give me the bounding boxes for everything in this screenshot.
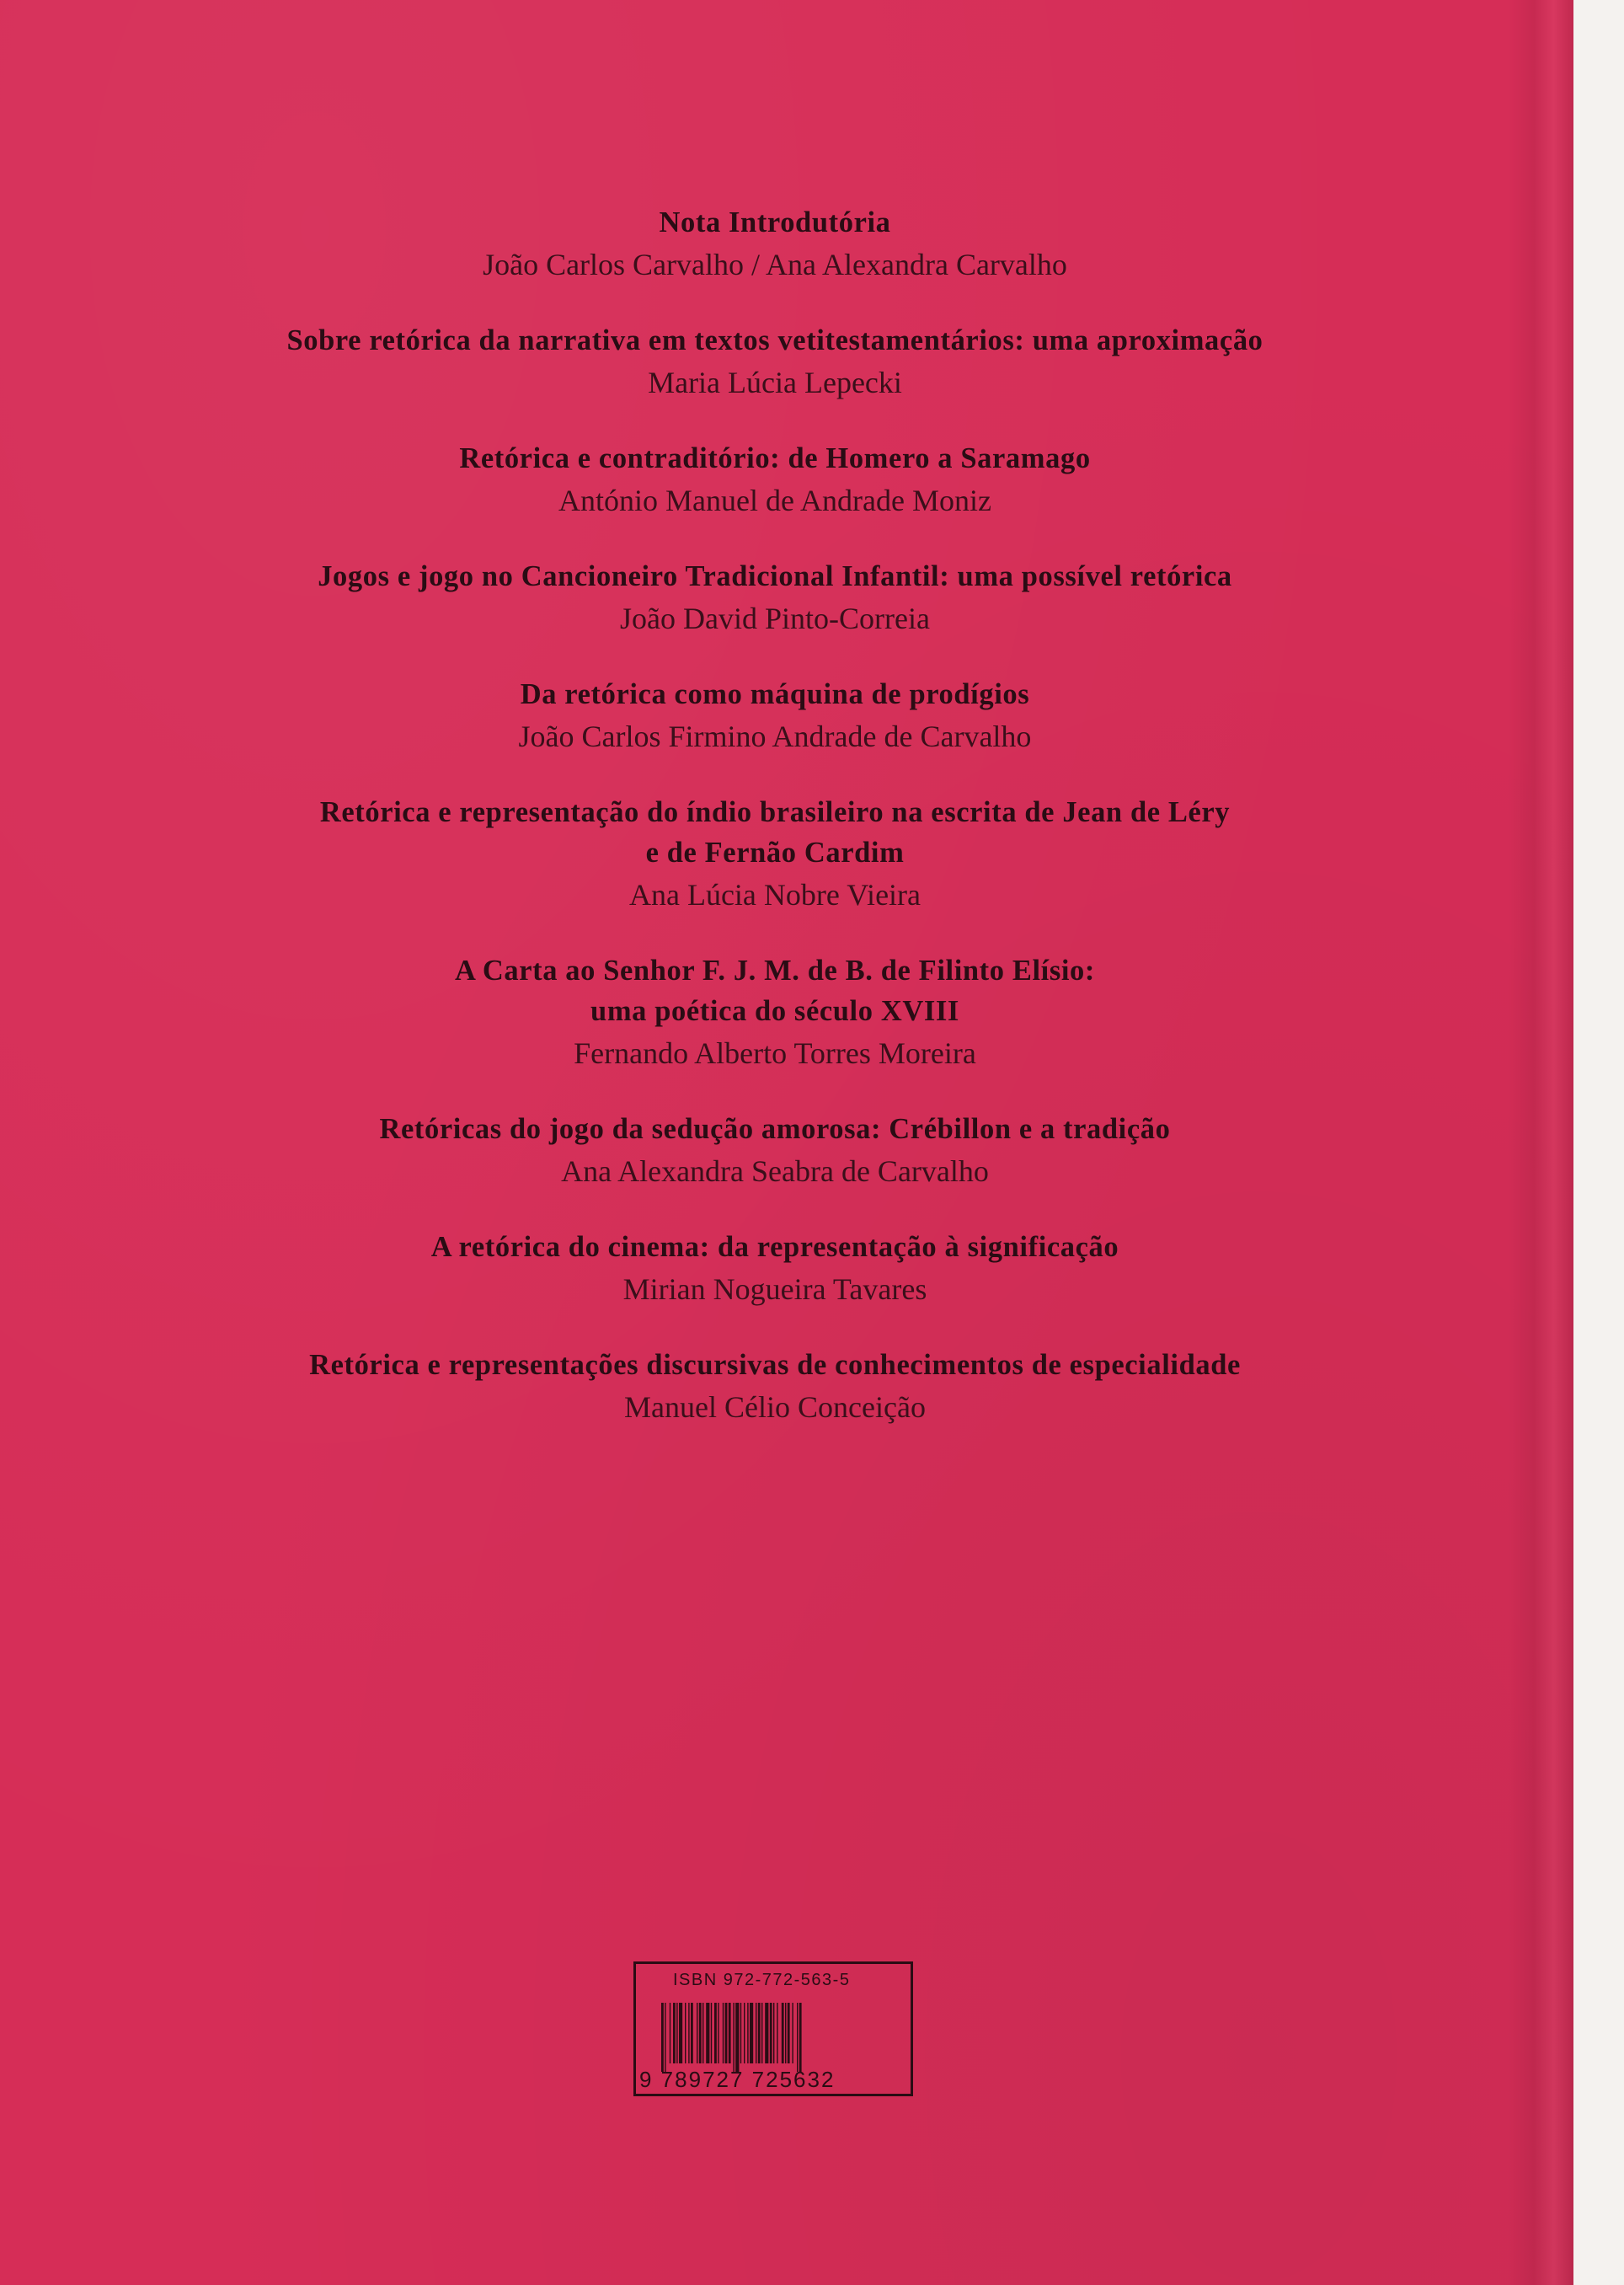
barcode-bar xyxy=(747,2003,748,2063)
barcode-bar xyxy=(706,2003,709,2063)
entry-title: Retórica e representações discursivas de conhecimentos de especialidade xyxy=(309,1349,1241,1381)
barcode-bar xyxy=(782,2003,784,2063)
barcode-bar xyxy=(725,2003,728,2063)
toc-entry xyxy=(0,674,1550,758)
entry-author: Fernando Alberto Torres Moreira xyxy=(574,1036,976,1070)
toc-entry xyxy=(0,1345,1550,1429)
barcode-bar xyxy=(770,2003,772,2063)
barcode-bar xyxy=(799,2003,802,2072)
entry-author: Manuel Célio Conceição xyxy=(624,1390,926,1424)
entry-author: João Carlos Firmino Andrade de Carvalho xyxy=(518,720,1032,753)
barcode-bar xyxy=(773,2003,774,2063)
entry-title-line-1: Retórica e representação do índio brasileiro na escrita de Jean de Léry xyxy=(319,796,1231,828)
barcode-bar xyxy=(676,2003,677,2063)
barcode-bar xyxy=(765,2003,768,2063)
toc-entry xyxy=(0,438,1550,522)
toc-entry xyxy=(0,1227,1550,1311)
barcode-bar xyxy=(788,2003,790,2063)
entry-author: Maria Lúcia Lepecki xyxy=(648,366,902,399)
isbn-barcode xyxy=(633,1961,913,2096)
barcode-bar xyxy=(679,2003,682,2063)
barcode-bar xyxy=(735,2003,739,2072)
barcode-bar xyxy=(714,2003,717,2063)
barcode-bar xyxy=(797,2003,798,2072)
barcode-bar xyxy=(758,2003,761,2063)
barcode-bar xyxy=(685,2003,686,2063)
entry-title: Jogos e jogo no Cancioneiro Tradicional Infantil: uma possível retórica xyxy=(318,560,1232,592)
barcode-bar xyxy=(661,2003,664,2072)
barcode-bar xyxy=(702,2003,703,2063)
isbn-number: ISBN 972-772-563-5 xyxy=(673,1971,851,1989)
barcode-bar xyxy=(729,2003,731,2063)
toc-entry xyxy=(0,950,1550,1075)
barcode-bar xyxy=(733,2003,734,2072)
table-of-contents xyxy=(0,202,1550,1463)
entry-author: João David Pinto-Correia xyxy=(620,602,930,635)
ean-digits: 9 789727 725632 xyxy=(639,2067,836,2092)
entry-title: Retóricas do jogo da sedução amorosa: Crébillon e a tradição xyxy=(379,1113,1171,1145)
barcode-bar xyxy=(691,2003,693,2063)
barcode-bar xyxy=(792,2003,793,2063)
barcode-bar xyxy=(718,2003,719,2063)
entry-title: Retórica e contraditório: de Homero a Saramago xyxy=(459,442,1091,474)
entry-author: João Carlos Carvalho / Ana Alexandra Carvalho xyxy=(483,248,1067,281)
barcode-bar xyxy=(740,2003,741,2063)
toc-entry xyxy=(0,202,1550,286)
entry-title-line-2: uma poética do século XVIII xyxy=(590,995,959,1027)
toc-entry xyxy=(0,792,1550,917)
entry-title-line-1: A Carta ao Senhor F. J. M. de B. de Filinto Elísio: xyxy=(455,955,1095,987)
entry-author: Mirian Nogueira Tavares xyxy=(622,1272,927,1306)
barcode-bar xyxy=(711,2003,712,2063)
barcode-bars xyxy=(661,2003,895,2072)
barcode-bar xyxy=(750,2003,753,2063)
barcode-bar xyxy=(761,2003,762,2063)
entry-author: Ana Alexandra Seabra de Carvalho xyxy=(561,1154,989,1188)
barcode-bar xyxy=(699,2003,702,2063)
entry-title-line-2: e de Fernão Cardim xyxy=(645,837,905,869)
barcode-bar xyxy=(688,2003,689,2063)
toc-entry xyxy=(0,1109,1550,1193)
barcode-bar xyxy=(744,2003,745,2063)
entry-title: A retórica do cinema: da representação à significação xyxy=(430,1231,1119,1263)
barcode-bar xyxy=(785,2003,786,2063)
entry-author: António Manuel de Andrade Moniz xyxy=(558,484,991,517)
entry-title: Sobre retórica da narrativa em textos vetitestamentários: uma aproximação xyxy=(286,324,1263,356)
entry-title: Da retórica como máquina de prodígios xyxy=(520,678,1030,710)
entry-title: Nota Introdutória xyxy=(659,206,891,238)
entry-author: Ana Lúcia Nobre Vieira xyxy=(628,878,922,912)
barcode-bar xyxy=(673,2003,676,2063)
barcode-bar xyxy=(723,2003,724,2063)
toc-entry xyxy=(0,556,1550,640)
toc-entry xyxy=(0,320,1550,404)
